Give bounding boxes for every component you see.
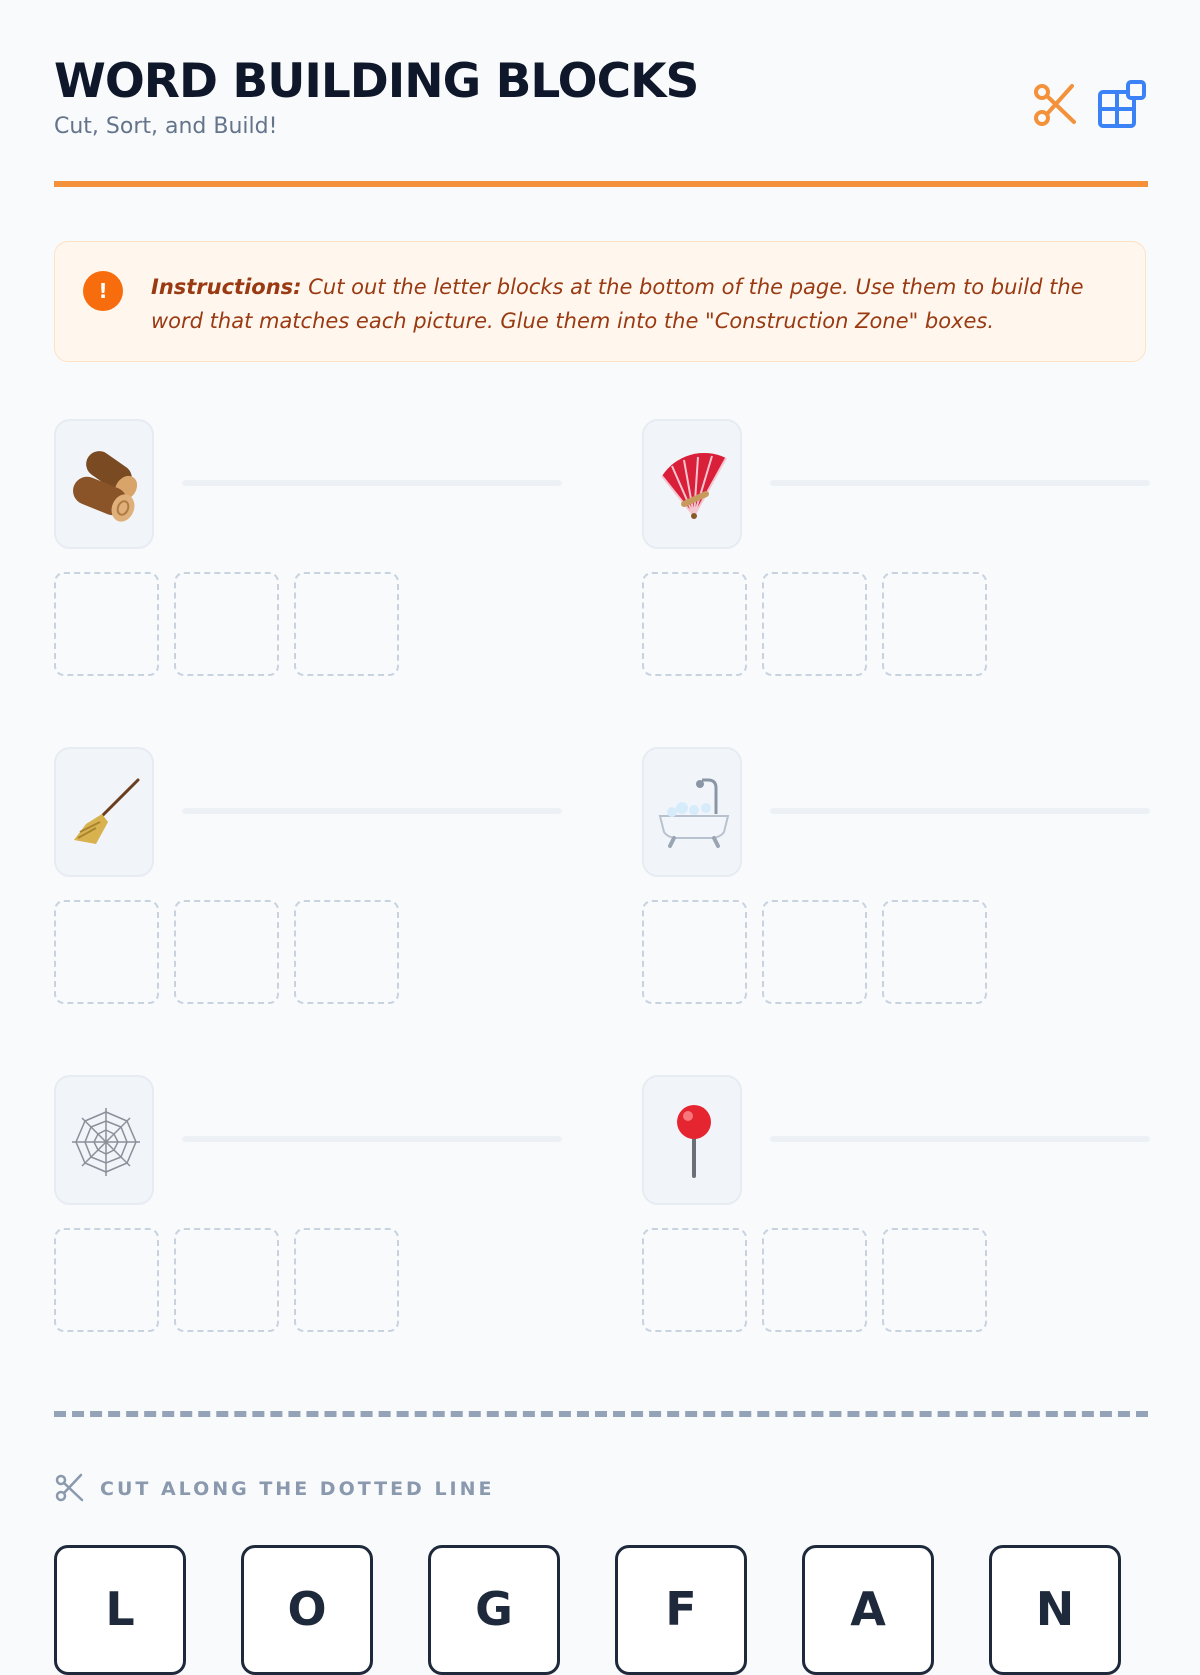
picture-frame — [642, 419, 742, 549]
letter-tile[interactable]: G — [428, 1545, 560, 1675]
construction-zone — [642, 1228, 987, 1332]
letter-slot[interactable] — [762, 1228, 867, 1332]
alert-icon: ! — [83, 271, 123, 311]
word-card-bathtub — [642, 747, 1164, 1007]
picture-frame — [642, 1075, 742, 1205]
cut-hint-label: CUT ALONG THE DOTTED LINE — [100, 1478, 495, 1500]
construction-zone — [54, 900, 399, 1004]
letter-slot[interactable] — [882, 900, 987, 1004]
letter-tile[interactable]: O — [241, 1545, 373, 1675]
letter-slot[interactable] — [54, 1228, 159, 1332]
letter-tile[interactable]: F — [615, 1545, 747, 1675]
letter-slot[interactable] — [642, 572, 747, 676]
letter-slot[interactable] — [294, 900, 399, 1004]
letter-slot[interactable] — [294, 572, 399, 676]
letter-tile[interactable]: L — [54, 1545, 186, 1675]
letter-slot[interactable] — [294, 1228, 399, 1332]
cut-line — [54, 1411, 1148, 1417]
letter-slot[interactable] — [174, 1228, 279, 1332]
instructions-body: Cut out the letter blocks at the bottom of the page. Use them to build the word that matches each picture. Glue them into the "Construction Zone" boxes. — [151, 275, 1084, 333]
construction-zone — [642, 572, 987, 676]
letter-slot[interactable] — [54, 900, 159, 1004]
letter-slot[interactable] — [54, 572, 159, 676]
word-card-web — [54, 1075, 576, 1335]
letter-slot[interactable] — [174, 572, 279, 676]
scissors-icon — [1032, 80, 1078, 132]
answer-line — [182, 480, 562, 486]
picture-frame — [54, 419, 154, 549]
answer-line — [770, 808, 1150, 814]
answer-line — [770, 480, 1150, 486]
letter-tile[interactable]: A — [802, 1545, 934, 1675]
header-divider — [54, 181, 1148, 187]
answer-line — [770, 1136, 1150, 1142]
letter-tile[interactable]: N — [989, 1545, 1121, 1675]
cut-hint — [54, 1472, 495, 1506]
picture-frame — [642, 747, 742, 877]
instructions-box — [54, 241, 1146, 362]
construction-zone — [54, 572, 399, 676]
picture-frame — [54, 1075, 154, 1205]
instructions-label: Instructions: — [151, 275, 302, 299]
construction-zone — [54, 1228, 399, 1332]
scissors-icon — [54, 1472, 84, 1506]
answer-line — [182, 1136, 562, 1142]
letter-slot[interactable] — [642, 1228, 747, 1332]
blocks-icon — [1096, 78, 1148, 134]
header-icons — [1032, 78, 1148, 134]
instructions-text — [151, 270, 1121, 338]
page-subtitle: Cut, Sort, and Build! — [54, 114, 278, 139]
page-title: WORD BUILDING BLOCKS — [54, 54, 699, 109]
answer-line — [182, 808, 562, 814]
picture-frame — [54, 747, 154, 877]
letter-slot[interactable] — [882, 572, 987, 676]
word-card-broom — [54, 747, 576, 1007]
letter-slot[interactable] — [762, 572, 867, 676]
worksheet-header — [54, 56, 1148, 139]
letter-slot[interactable] — [174, 900, 279, 1004]
word-card-pin — [642, 1075, 1164, 1335]
letter-tiles — [54, 1545, 1121, 1675]
word-card-fan — [642, 419, 1164, 679]
word-card-log — [54, 419, 576, 679]
construction-zone — [642, 900, 987, 1004]
letter-slot[interactable] — [882, 1228, 987, 1332]
letter-slot[interactable] — [762, 900, 867, 1004]
letter-slot[interactable] — [642, 900, 747, 1004]
